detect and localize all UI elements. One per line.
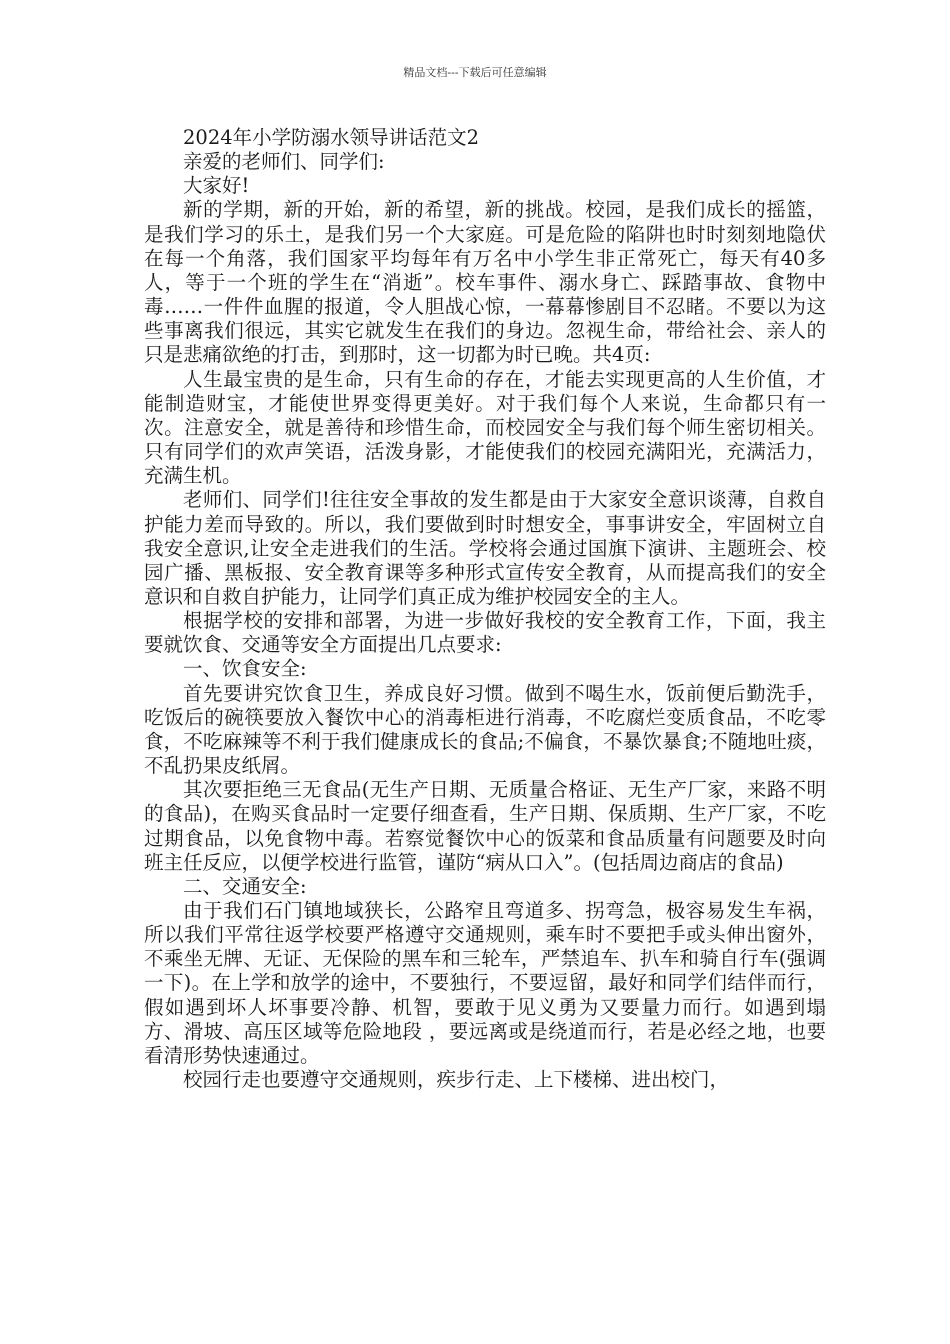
document-title: 2024年小学防溺水领导讲话范文2 xyxy=(183,126,480,149)
paragraph-campus-walking: 校园行走也要遵守交通规则，疾步行走、上下楼梯、进出校门， xyxy=(183,1068,730,1092)
paragraph-three-no-food: 其次要拒绝三无食品(无生产日期、无质量合格证、无生产厂家，来路不明的食品)，在购买食品时一定要仔细查看，生产日期、保质期、生产厂家，不吃过期食品，以免食物中毒。若察觉餐饮中心的饭菜和食品质量有问题要及时向班主任反应，以便学校进行监管，谨防“病从口入”。(包括周边商店的食品) xyxy=(144,778,826,874)
paragraph-food-hygiene: 首先要讲究饮食卫生，养成良好习惯。做到不喝生水，饭前便后勤洗手，吃饭后的碗筷要放入餐饮中心的消毒柜进行消毒，不吃腐烂变质食品，不吃零食，不吃麻辣等不利于我们健康成长的食品;不偏食，不暴饮暴食;不随地吐痰，不乱扔果皮纸屑。 xyxy=(144,681,826,778)
page-header-note: 精品文档---下载后可任意编辑 xyxy=(403,66,547,79)
paragraph-requirements-intro: 根据学校的安排和部署，为进一步做好我校的安全教育工作，下面，我主要就饮食、交通等安全方面提出几点要求: xyxy=(144,609,826,657)
paragraph-intro: 新的学期，新的开始，新的希望，新的挑战。校园，是我们成长的摇篮，是我们学习的乐土，是我们另一个大家庭。可是危险的陷阱也时时刻刻地隐伏在每一个角落，我们国家平均每年有万名中小学生非正常死亡，每天有40多人，等于一个班的学生在“消逝”。校车事件、溺水身亡、踩踏事故、食物中毒……一件件血腥的报道，令人胆战心惊，一幕幕惨剧目不忍睹。不要以为这些事离我们很远，其实它就发生在我们的身边。忽视生命，带给社会、亲人的只是悲痛欲绝的打击，到那时，这一切都为时已晚。共4页: xyxy=(144,198,826,367)
section-heading-traffic-safety: 二、交通安全: xyxy=(183,874,307,898)
paragraph-life-value: 人生最宝贵的是生命，只有生命的存在，才能去实现更高的人生价值，才能制造财宝，才能使世界变得更美好。对于我们每个人来说，生命都只有一次。注意安全，就是善待和珍惜生命，而校园安全与我们每个师生密切相关。只有同学们的欢声笑语，活泼身影，才能使我们的校园充满阳光，充满活力，充满生机。 xyxy=(144,367,826,488)
paragraph-safety-awareness: 老师们、同学们!往往安全事故的发生都是由于大家安全意识谈薄，自救自护能力差而导致的。所以，我们要做到时时想安全，事事讲安全，牢固树立自我安全意识,让安全走进我们的生活。学校将会通过国旗下演讲、主题班会、校园广播、黑板报、安全教育课等多种形式宣传安全教育，从而提高我们的安全意识和自救自护能力，让同学们真正成为维护校园安全的主人。 xyxy=(144,488,826,608)
greeting: 大家好! xyxy=(183,174,250,198)
document-body xyxy=(144,126,826,1092)
salutation: 亲爱的老师们、同学们: xyxy=(183,150,385,174)
paragraph-traffic-rules: 由于我们石门镇地域狭长，公路窄且弯道多、拐弯急，极容易发生车祸，所以我们平常往返学校要严格遵守交通规则，乘车时不要把手或头伸出窗外，不乘坐无牌、无证、无保险的黑车和三轮车，严禁追车、扒车和骑自行车(强调一下)。在上学和放学的途中，不要独行，不要逗留，最好和同学们结伴而行，假如遇到坏人坏事要冷静、机智，要敢于见义勇为又要量力而行。如遇到塌方、滑坡、高压区域等危险地段 ，要远离或是绕道而行，若是必经之地，也要看清形势快速通过。 xyxy=(144,899,826,1067)
section-heading-food-safety: 一、饮食安全: xyxy=(183,657,307,681)
